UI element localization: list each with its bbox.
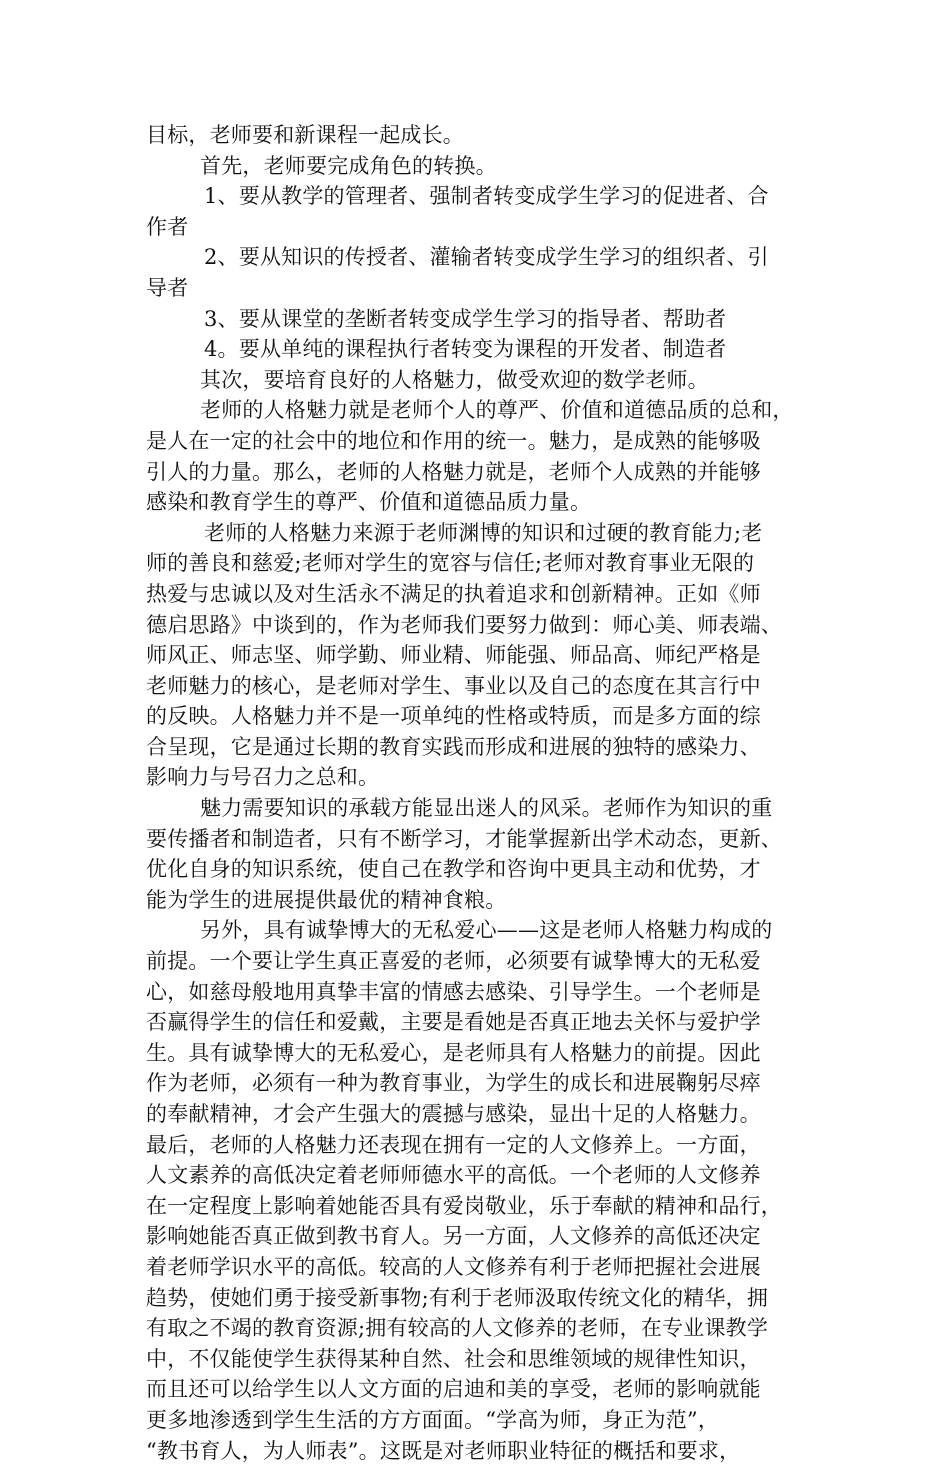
text-line: 中，不仅能使学生获得某种自然、社会和思维领域的规律性知识， — [146, 1346, 761, 1371]
text-line: 生。具有诚挚博大的无私爱心，是老师具有人格魅力的前提。因此 — [146, 1040, 761, 1065]
text-line: 目标，老师要和新课程一起成长。 — [146, 123, 464, 147]
text-line: 导者 — [146, 275, 189, 300]
text-line: 否赢得学生的信任和爱戴，主要是看她是否真正地去关怀与爱护学 — [146, 1010, 761, 1035]
text-line: 德启思路》中谈到的，作为老师我们要努力做到：师心美、师表端、 — [146, 612, 782, 637]
text-line: 魅力需要知识的承载方能显出迷人的风采。老师作为知识的重 — [200, 796, 773, 821]
text-line: 着老师学识水平的高低。较高的人文修养有利于老师把握社会进展 — [146, 1254, 761, 1279]
text-line: 要传播者和制造者，只有不断学习，才能掌握新出学术动态，更新、 — [146, 826, 782, 851]
text-line: 最后，老师的人格魅力还表现在拥有一定的人文修养上。一方面， — [146, 1132, 761, 1157]
text-line: 2、要从知识的传授者、灌输者转变成学生学习的组织者、引 — [204, 245, 769, 270]
text-line: 的奉献精神，才会产生强大的震撼与感染，显出十足的人格魅力。 — [146, 1102, 761, 1126]
text-line: 能为学生的进展提供最优的精神食粮。 — [146, 887, 507, 912]
text-line: 影响她能否真正做到教书育人。另一方面，人文修养的高低还决定 — [146, 1224, 761, 1249]
text-line: 优化自身的知识系统，使自己在教学和咨询中更具主动和优势，才 — [146, 857, 761, 882]
text-line: 的反映。人格魅力并不是一项单纯的性格或特质，而是多方面的综 — [146, 704, 761, 729]
text-line: 3、要从课堂的垄断者转变成学生学习的指导者、帮助者 — [204, 306, 727, 331]
text-line: 感染和教育学生的尊严、价值和道德品质力量。 — [146, 490, 592, 515]
text-line: 人文素养的高低决定着老师师德水平的高低。一个老师的人文修养 — [146, 1163, 761, 1188]
text-line: 师风正、师志坚、师学勤、师业精、师能强、师品高、师纪严格是 — [146, 643, 761, 668]
text-line: 而且还可以给学生以人文方面的启迪和美的享受，老师的影响就能 — [146, 1377, 761, 1402]
text-line: 更多地渗透到学生生活的方方面面。“学高为师，身正为范”， — [146, 1407, 720, 1432]
text-line: 1、要从教学的管理者、强制者转变成学生学习的促进者、合 — [204, 184, 769, 209]
text-line: 趋势，使她们勇于接受新事物;有利于老师汲取传统文化的精华，拥 — [146, 1285, 769, 1310]
text-line: 热爱与忠诚以及对生活永不满足的执着追求和创新精神。正如《师 — [146, 581, 761, 606]
text-line: 引人的力量。那么，老师的人格魅力就是，老师个人成熟的并能够 — [146, 459, 761, 484]
text-line: 影响力与号召力之总和。 — [146, 765, 380, 790]
text-line: 老师的人格魅力来源于老师渊博的知识和过硬的教育能力;老 — [204, 520, 763, 545]
text-line: 4。要从单纯的课程执行者转变为课程的开发者、制造者 — [204, 337, 727, 362]
text-line: 作者 — [146, 214, 189, 239]
text-line: 师的善良和慈爱;老师对学生的宽容与信任;老师对教育事业无限的 — [146, 551, 755, 576]
text-line: 老师魅力的核心，是老师对学生、事业以及自己的态度在其言行中 — [146, 673, 761, 698]
text-line: 有取之不竭的教育资源;拥有较高的人文修养的老师，在专业课教学 — [146, 1316, 769, 1341]
document-body — [146, 120, 806, 1466]
text-line: 前提。一个要让学生真正喜爱的老师，必须要有诚挚博大的无私爱 — [146, 949, 761, 974]
text-line: 在一定程度上影响着她能否具有爱岗敬业，乐于奉献的精神和品行， — [146, 1193, 782, 1218]
text-line: 作为老师，必须有一种为教育事业，为学生的成长和进展鞠躬尽瘁 — [146, 1071, 761, 1096]
text-line: 老师的人格魅力就是老师个人的尊严、价值和道德品质的总和， — [200, 398, 794, 423]
text-line: 是人在一定的社会中的地位和作用的统一。魅力，是成熟的能够吸 — [146, 428, 761, 453]
text-line: “教书育人，为人师表”。这既是对老师职业特征的概括和要求， — [146, 1438, 741, 1463]
text-line: 心，如慈母般地用真挚丰富的情感去感染、引导学生。一个老师是 — [146, 979, 761, 1004]
text-line: 另外，具有诚挚博大的无私爱心——这是老师人格魅力构成的 — [200, 918, 773, 943]
text-line: 其次，要培育良好的人格魅力，做受欢迎的数学老师。 — [200, 367, 709, 392]
text-line: 首先，老师要完成角色的转换。 — [200, 153, 497, 178]
text-line: 合呈现，它是通过长期的教育实践而形成和进展的独特的感染力、 — [146, 734, 761, 759]
